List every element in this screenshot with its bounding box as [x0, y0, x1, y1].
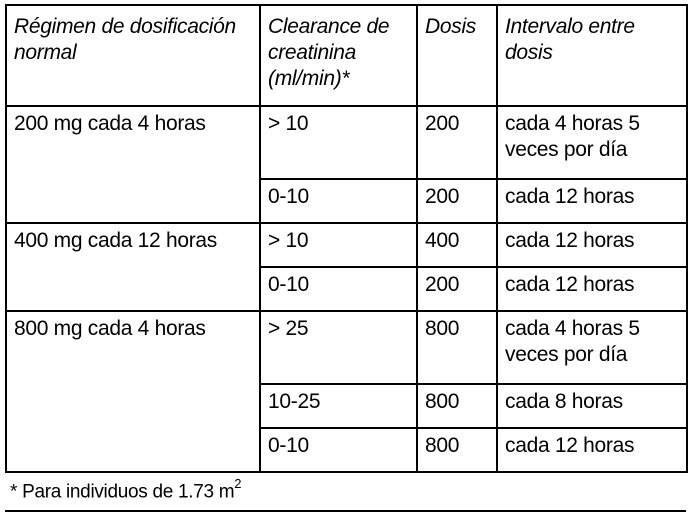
dosing-table	[5, 4, 688, 473]
clearance-cell: > 10	[260, 223, 417, 267]
table-row	[6, 311, 687, 384]
regimen-cell: 200 mg cada 4 horas	[6, 106, 260, 223]
dosis-cell: 400	[417, 223, 497, 267]
dosis-cell: 800	[417, 311, 497, 384]
intervalo-cell: cada 12 horas	[497, 179, 687, 223]
table-row	[6, 106, 687, 179]
header-dosis: Dosis	[417, 5, 497, 106]
regimen-cell: 800 mg cada 4 horas	[6, 311, 260, 472]
header-clearance: Clearance de creatinina (ml/min)*	[260, 5, 417, 106]
clearance-cell: 0-10	[260, 179, 417, 223]
bottom-rule	[5, 510, 686, 512]
clearance-cell: 0-10	[260, 267, 417, 311]
regimen-cell: 400 mg cada 12 horas	[6, 223, 260, 311]
intervalo-cell: cada 8 horas	[497, 384, 687, 428]
intervalo-cell: cada 12 horas	[497, 223, 687, 267]
intervalo-cell: cada 4 horas 5 veces por día	[497, 106, 687, 179]
dosis-cell: 200	[417, 267, 497, 311]
clearance-cell: > 10	[260, 106, 417, 179]
header-intervalo: Intervalo entre dosis	[497, 5, 687, 106]
dosis-cell: 800	[417, 428, 497, 472]
footnote-superscript: 2	[234, 476, 242, 491]
header-regimen: Régimen de dosificación normal	[6, 5, 260, 106]
intervalo-cell: cada 12 horas	[497, 267, 687, 311]
clearance-cell: 0-10	[260, 428, 417, 472]
footnote-text: * Para individuos de 1.73 m	[10, 481, 235, 503]
table-row	[6, 223, 687, 267]
intervalo-cell: cada 12 horas	[497, 428, 687, 472]
clearance-cell: > 25	[260, 311, 417, 384]
intervalo-cell: cada 4 horas 5 veces por día	[497, 311, 687, 384]
dosis-cell: 200	[417, 179, 497, 223]
table-header-row	[6, 5, 687, 106]
footnote	[10, 474, 241, 504]
clearance-cell: 10-25	[260, 384, 417, 428]
dosis-cell: 800	[417, 384, 497, 428]
dosis-cell: 200	[417, 106, 497, 179]
